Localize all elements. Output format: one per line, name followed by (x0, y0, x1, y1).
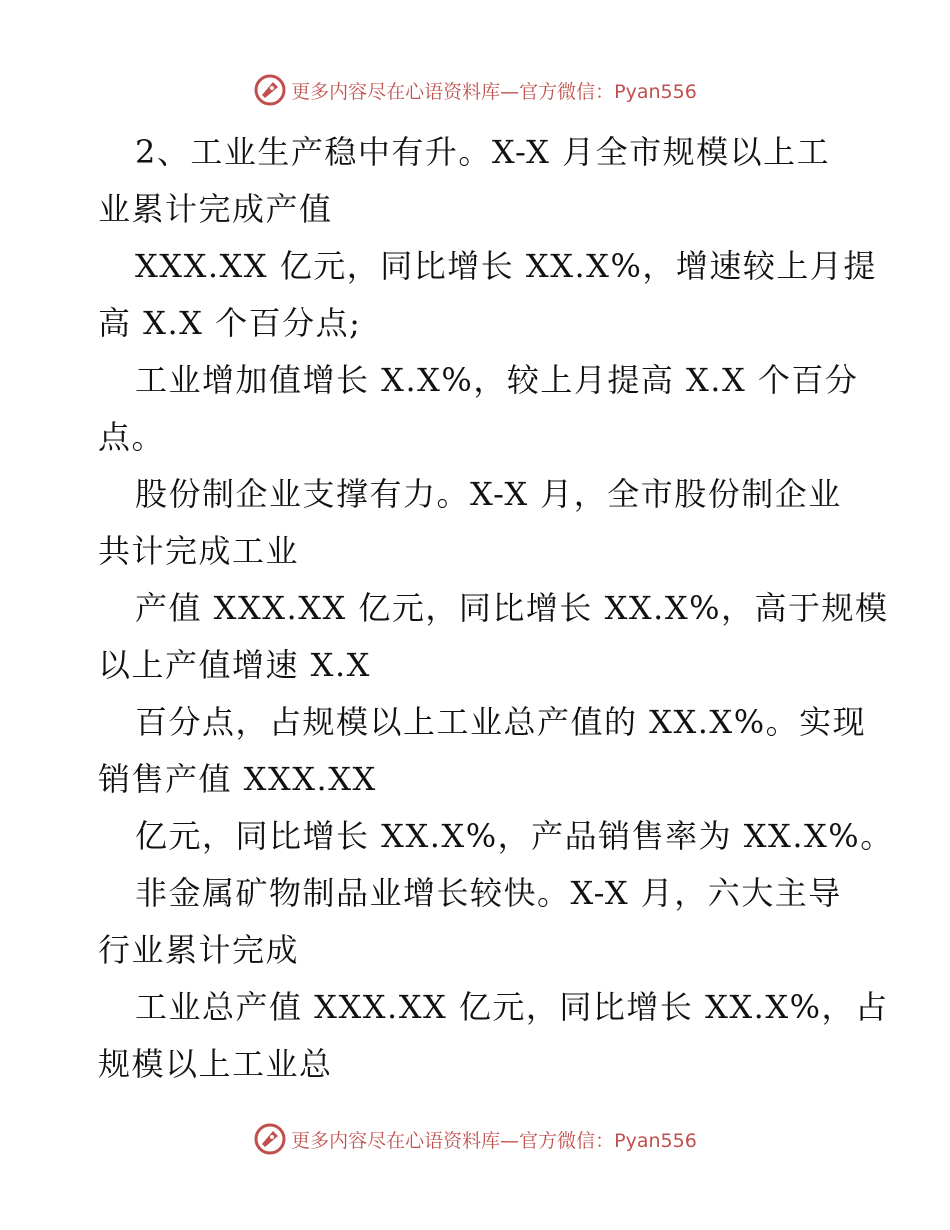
text-line: 非金属矿物制品业增长较快。X-X 月，六大主导 (135, 874, 842, 912)
document-body (98, 124, 894, 1093)
text-line: 规模以上工业总 (98, 1045, 333, 1083)
text-line: XXX.XX 亿元，同比增长 XX.X%，增速较上月提 (135, 247, 877, 285)
banner-text: 更多内容尽在心语资料库—官方微信：Pyan556 (291, 80, 697, 103)
text-line: 业累计完成产值 (98, 190, 333, 228)
pen-nib-logo-icon (253, 73, 287, 107)
footer-banner (0, 1119, 950, 1159)
header-banner (0, 70, 950, 110)
text-line: 股份制企业支撑有力。X-X 月，全市股份制企业 (135, 475, 842, 513)
text-line: 工业增加值增长 X.X%，较上月提高 X.X 个百分 (135, 361, 859, 399)
text-line: 高 X.X 个百分点; (98, 304, 362, 342)
text-line: 点。 (98, 418, 166, 456)
pen-nib-logo-icon (253, 1122, 287, 1156)
text-line: 百分点，占规模以上工业总产值的 XX.X%。实现 (135, 703, 867, 741)
text-line: 2、工业生产稳中有升。X-X 月全市规模以上工 (135, 133, 831, 171)
text-line: 行业累计完成 (98, 931, 300, 969)
text-line: 共计完成工业 (98, 532, 300, 570)
text-line: 销售产值 XXX.XX (98, 760, 377, 798)
text-line: 亿元，同比增长 XX.X%，产品销售率为 XX.X%。 (135, 817, 894, 855)
text-line: 产值 XXX.XX 亿元，同比增长 XX.X%，高于规模 (135, 589, 889, 627)
text-line: 工业总产值 XXX.XX 亿元，同比增长 XX.X%，占 (135, 988, 889, 1026)
text-line: 以上产值增速 X.X (98, 646, 371, 684)
banner-text: 更多内容尽在心语资料库—官方微信：Pyan556 (291, 1129, 697, 1152)
